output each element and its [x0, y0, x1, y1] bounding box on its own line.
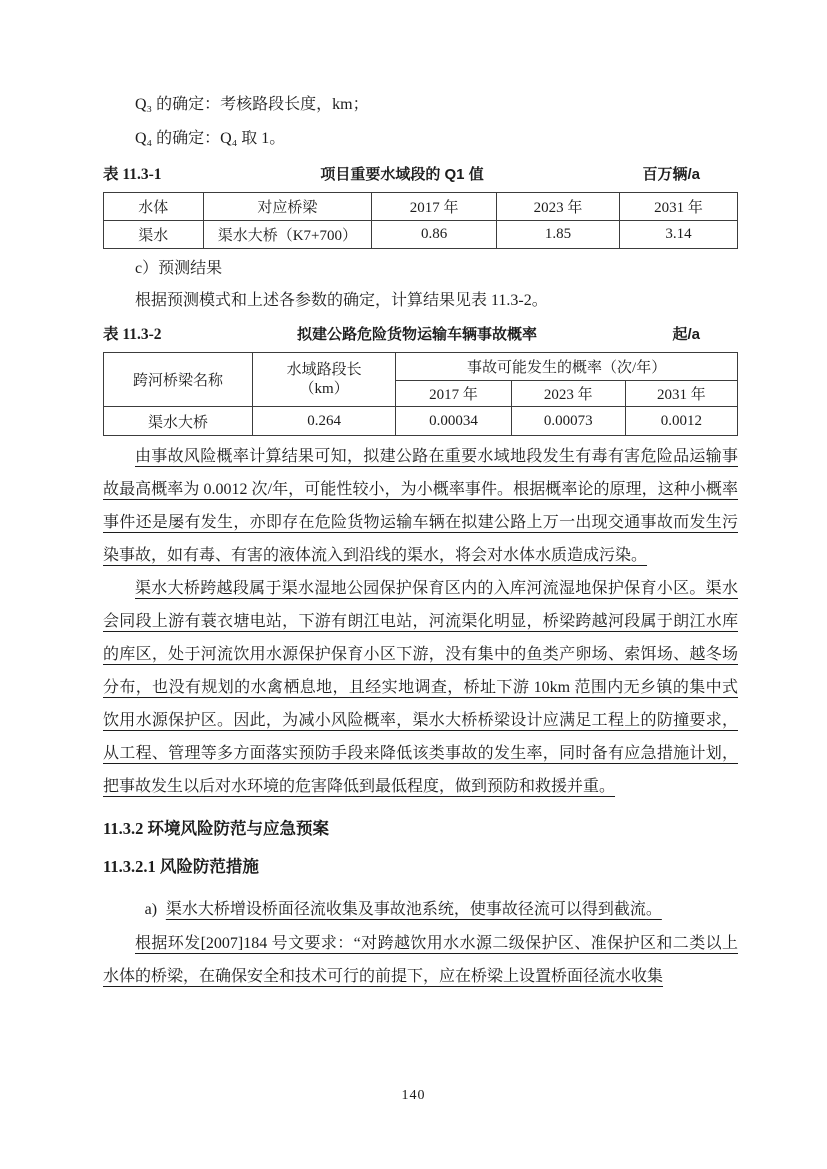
table2-cell-bridge-name: 渠水大桥	[104, 407, 253, 436]
table2-header-2017: 2017 年	[396, 381, 511, 407]
table1-header-water-body: 水体	[104, 193, 204, 221]
table1-data-row	[104, 221, 738, 249]
table1-cell-2031: 3.14	[620, 221, 738, 249]
prediction-result-heading: c）预测结果	[135, 260, 223, 277]
table2-label: 表 11.3-2	[103, 326, 162, 343]
table2-header-row-1	[104, 353, 738, 381]
table2-caption	[103, 322, 738, 344]
table1-header-row	[104, 193, 738, 221]
table2-header-section-length-line2: （km）	[299, 380, 349, 397]
table1-caption	[103, 162, 738, 184]
table1-header-2023: 2023 年	[497, 193, 620, 221]
table2-cell-2031: 0.0012	[625, 407, 737, 436]
table1-label: 表 11.3-1	[103, 166, 162, 183]
table2-title: 拟建公路危险货物运输车辆事故概率	[297, 326, 538, 343]
list-item-a-marker: a)	[144, 901, 158, 918]
table2-header-2023: 2023 年	[511, 381, 625, 407]
accident-probability-table	[103, 352, 738, 436]
bridge-crossing-paragraph: 渠水大桥跨越段属于渠水湿地公园保护保育区内的入库河流湿地保护保育小区。渠水会同段上游有蓑衣塘电站，下游有朗江电站，河流渠化明显，桥梁跨越河段属于朗江水库的库区，处于河流饮用水源保护保育小区下游，没有集中的鱼类产卵场、索饵场、越冬场分布，也没有规划的水禽栖息地，且经实地调查，桥址下游 10km 范围内无乡镇的集中式饮用水源保护区。因此，为减小风险概率，渠水大桥桥梁设计应满足工程上的防撞要求，从工程、管理等多方面落实预防手段来降低该类事故的发生率，同时备有应急措施计划，把事故发生以后对水环境的危害降低到最低程度，做到预防和救援并重。	[103, 580, 738, 795]
table2-cell-2023: 0.00073	[511, 407, 625, 436]
table1-unit: 百万辆/a	[642, 166, 700, 183]
page-content	[103, 94, 738, 993]
q1-value-table	[103, 192, 738, 249]
section-heading-11-3-2-1: 11.3.2.1 风险防范措施	[103, 857, 259, 876]
table2-header-2031: 2031 年	[625, 381, 737, 407]
table1-cell-2023: 1.85	[497, 221, 620, 249]
table2-cell-2017: 0.00034	[396, 407, 511, 436]
section-heading-11-3-2: 11.3.2 环境风险防范与应急预案	[103, 819, 329, 838]
table1-cell-bridge: 渠水大桥（K7+700）	[203, 221, 372, 249]
q3-definition-line: Q₃ 的确定：考核路段长度，km；	[135, 96, 369, 113]
regulation-requirement-paragraph: 根据环发[2007]184 号文要求：“对跨越饮用水水源二级保护区、准保护区和二类以上水体的桥梁，在确保安全和技术可行的前提下，应在桥梁上设置桥面径流水收集	[103, 935, 738, 985]
table2-header-bridge-name: 跨河桥梁名称	[104, 353, 253, 407]
table1-cell-water-body: 渠水	[104, 221, 204, 249]
table2-cell-length: 0.264	[252, 407, 395, 436]
table2-unit: 起/a	[672, 326, 700, 343]
q4-definition-line: Q₄ 的确定：Q₄ 取 1。	[135, 130, 286, 147]
table1-header-2017: 2017 年	[372, 193, 497, 221]
table2-data-row	[104, 407, 738, 436]
table1-cell-2017: 0.86	[372, 221, 497, 249]
table2-header-section-length-line1: 水域路段长	[286, 361, 362, 378]
table1-header-2031: 2031 年	[620, 193, 738, 221]
table2-header-probability-group: 事故可能发生的概率（次/年）	[396, 353, 738, 381]
risk-probability-paragraph: 由事故风险概率计算结果可知，拟建公路在重要水域地段发生有毒有害危险品运输事故最高概率为 0.0012 次/年，可能性较小，为小概率事件。根据概率论的原理，这种小概率事件还是屡有发生，亦即存在危险货物运输车辆在拟建公路上万一出现交通事故而发生污染事故，如有毒、有害的液体流入到沿线的渠水，将会对水体水质造成污染。	[103, 448, 738, 564]
page-number: 140	[401, 1088, 426, 1103]
list-item-a-text: 渠水大桥增设桥面径流收集及事故池系统，使事故径流可以得到截流。	[165, 901, 662, 918]
table1-title: 项目重要水域段的 Q1 值	[320, 166, 484, 183]
table1-header-bridge: 对应桥梁	[203, 193, 372, 221]
prediction-result-text: 根据预测模式和上述各参数的确定，计算结果见表 11.3-2。	[135, 292, 548, 309]
list-item-a	[103, 893, 738, 926]
table2-header-section-length	[252, 353, 395, 407]
